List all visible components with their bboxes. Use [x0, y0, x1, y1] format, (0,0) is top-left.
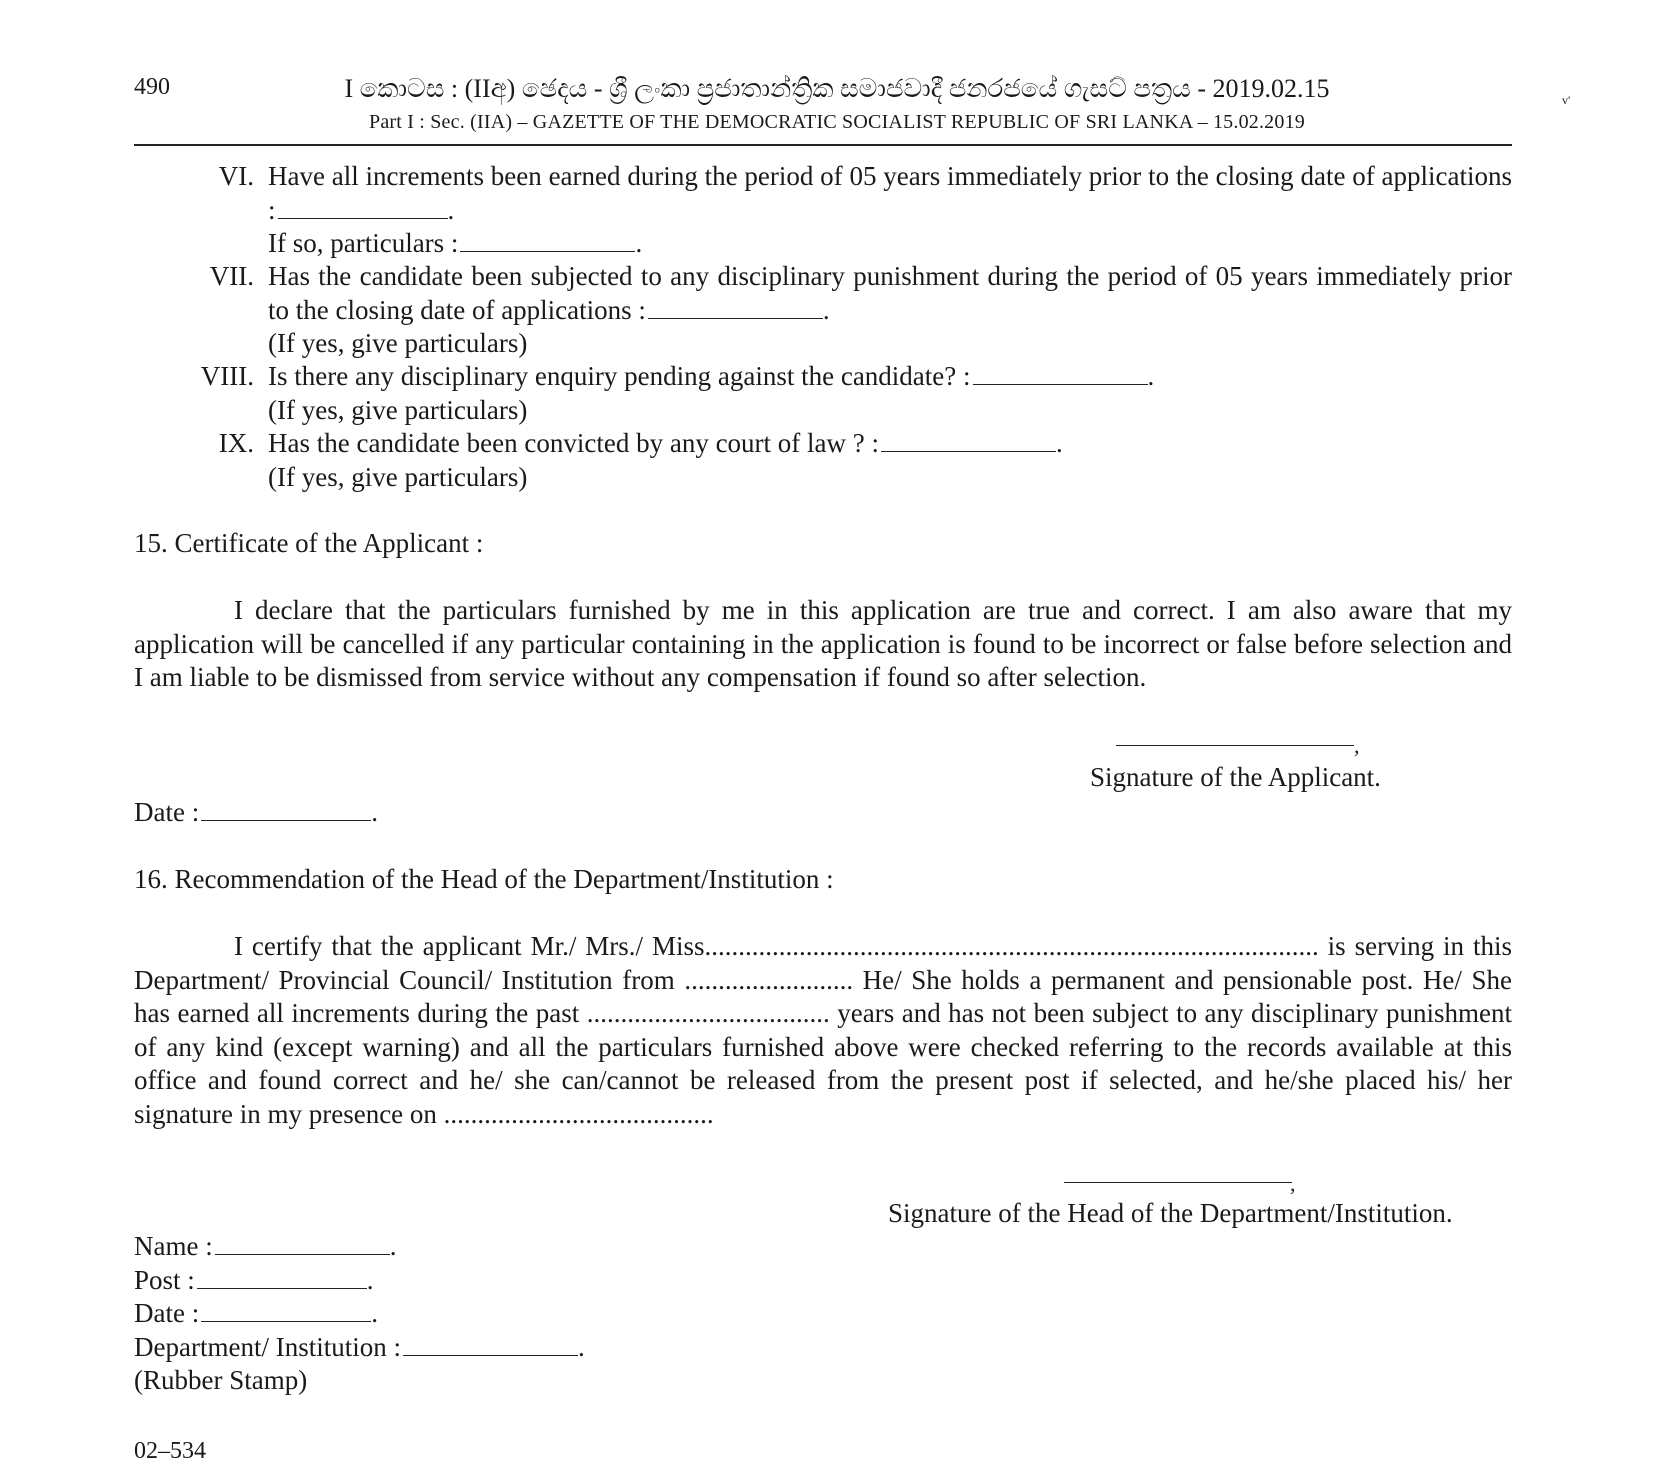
date-blank[interactable]	[201, 805, 371, 821]
section-15-heading: 15. Certificate of the Applicant :	[134, 528, 484, 558]
head-signature-line[interactable]	[1064, 1182, 1292, 1183]
name-field-line: Name : .	[134, 1231, 397, 1261]
signature-comma: ,	[1354, 733, 1360, 758]
question-viii-note: (If yes, give particulars)	[268, 395, 528, 425]
question-viii-number: VIII.	[200, 361, 254, 391]
certification-text: I certify that the applicant Mr./ Mrs./ Miss........................................................................................... is serving in this Department/ Provincial Council/ Institution from ......................... He/ She holds a permanent and pensionable post. He/ She has earned all increments during the past .................................... years and has not been subject to any disciplinary punishment of any kind (except warning) and all the particulars furnished above were checked referring to the records available at this office and found correct and he/ she can/cannot be released from the present post if selected, and he/she placed his/ her signature in my presence on ........................................	[134, 931, 1512, 1129]
rubber-stamp-label: (Rubber Stamp)	[134, 1365, 308, 1395]
applicant-date-line: Date : .	[134, 797, 378, 827]
footer-code: 02–534	[134, 1438, 206, 1464]
question-vi-answer-line: : .	[268, 195, 455, 225]
question-vi-text: Have all increments been earned during the period of 05 years immediately prior to the closing date of applications	[268, 161, 1512, 191]
question-vii-note: (If yes, give particulars)	[268, 328, 528, 358]
question-ix-answer-line: Has the candidate been convicted by any court of law ? : .	[268, 428, 1063, 458]
question-vii-number: VII.	[209, 261, 254, 291]
section-15-declaration	[134, 594, 1512, 695]
question-ix-note: (If yes, give particulars)	[268, 462, 528, 492]
head-signature-label: Signature of the Head of the Department/Institution.	[888, 1198, 1453, 1228]
gazette-title-english: Part I : Sec. (IIA) – GAZETTE OF THE DEMOCRATIC SOCIALIST REPUBLIC OF SRI LANKA – 15.02.2019	[369, 111, 1305, 133]
question-vi-number: VI.	[218, 161, 254, 191]
question-vi-colon: :	[268, 195, 276, 225]
post-blank[interactable]	[197, 1273, 367, 1289]
answer-blank[interactable]	[648, 303, 823, 319]
name-blank[interactable]	[215, 1239, 390, 1255]
post-label: Post :	[134, 1265, 195, 1295]
corner-mark: v'	[1562, 93, 1571, 107]
page-number: 490	[134, 74, 170, 100]
answer-blank[interactable]	[881, 436, 1056, 452]
department-label: Department/ Institution :	[134, 1332, 401, 1362]
answer-blank[interactable]	[973, 369, 1148, 385]
section-16-certification	[134, 930, 1512, 1131]
signature-comma: ,	[1290, 1171, 1296, 1196]
name-label: Name :	[134, 1231, 213, 1261]
question-viii-answer-line: Is there any disciplinary enquiry pending against the candidate? : .	[268, 361, 1155, 391]
question-ix-number: IX.	[218, 428, 254, 458]
gazette-title-sinhala: I කොටස : (IIඅ) ඡෙදය - ශ්‍රී ලංකා ප්‍රජාතාන්ත්‍රික සමාජවාදී ජනරජයේ ගැසට් පත්‍රය - 2019.02.15	[344, 74, 1330, 103]
head-date-label: Date :	[134, 1298, 200, 1328]
question-vi-particulars: If so, particulars :	[268, 228, 459, 258]
question-ix-text: Has the candidate been convicted by any court of law ? :	[268, 428, 880, 458]
header-rule	[134, 144, 1512, 146]
section-16-heading: 16. Recommendation of the Head of the Department/Institution :	[134, 864, 834, 894]
question-vii-answer-line: to the closing date of applications : .	[268, 295, 830, 325]
question-vii-text: Has the candidate been subjected to any disciplinary punishment during the period of 05 years immediately prior	[268, 261, 1512, 291]
department-blank[interactable]	[403, 1340, 578, 1356]
question-viii-text: Is there any disciplinary enquiry pending against the candidate? :	[268, 361, 971, 391]
answer-blank[interactable]	[460, 236, 635, 252]
post-field-line: Post : .	[134, 1265, 374, 1295]
head-date-field-line: Date : .	[134, 1298, 378, 1328]
question-vi-particulars-line: If so, particulars : .	[268, 228, 643, 258]
question-vii-text-cont: to the closing date of applications :	[268, 295, 646, 325]
declaration-text: I declare that the particulars furnished by me in this application are true and correct. I am also aware that my application will be cancelled if any particular containing in the application is found to be incorrect or false before selection and I am liable to be dismissed from service without any compensation if found so after selection.	[134, 595, 1512, 692]
applicant-signature-label: Signature of the Applicant.	[1090, 762, 1381, 792]
applicant-date-label: Date :	[134, 797, 200, 827]
department-field-line: Department/ Institution : .	[134, 1332, 585, 1362]
answer-blank[interactable]	[278, 203, 448, 219]
head-date-blank[interactable]	[201, 1306, 371, 1322]
applicant-signature-line[interactable]	[1116, 745, 1354, 746]
